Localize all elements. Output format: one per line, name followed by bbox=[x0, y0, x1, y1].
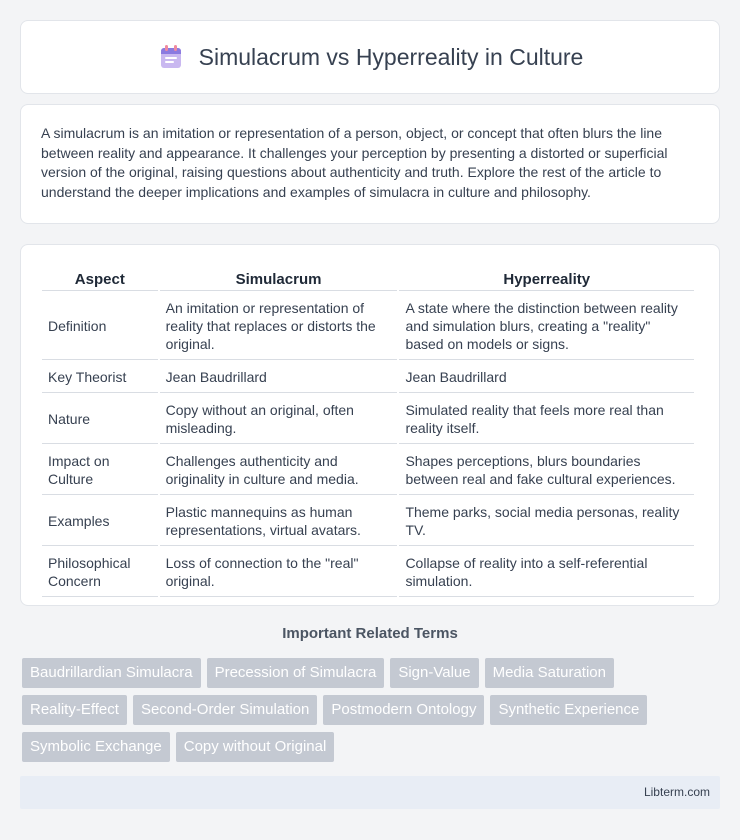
table-cell: A state where the distinction between reality and simulation blurs, creating a "reality" based on models or signs. bbox=[399, 293, 694, 360]
table-row bbox=[42, 293, 694, 360]
table-cell: Theme parks, social media personas, reality TV. bbox=[399, 497, 694, 546]
related-terms-list bbox=[22, 658, 722, 762]
table-cell: Impact on Culture bbox=[42, 446, 158, 495]
related-term-tag[interactable]: Copy without Original bbox=[176, 732, 335, 762]
column-header-aspect: Aspect bbox=[42, 267, 158, 291]
comparison-table bbox=[40, 265, 696, 599]
table-row bbox=[42, 497, 694, 546]
table-cell: An imitation or representation of reality that replaces or distorts the original. bbox=[160, 293, 398, 360]
table-cell: Examples bbox=[42, 497, 158, 546]
table-cell: Plastic mannequins as human representations, virtual avatars. bbox=[160, 497, 398, 546]
table-header-row bbox=[42, 267, 694, 291]
table-cell: Philosophical Concern bbox=[42, 548, 158, 597]
table-cell: Shapes perceptions, blurs boundaries between real and fake cultural experiences. bbox=[399, 446, 694, 495]
table-cell: Challenges authenticity and originality in culture and media. bbox=[160, 446, 398, 495]
table-cell: Simulated reality that feels more real than reality itself. bbox=[399, 395, 694, 444]
table-row bbox=[42, 362, 694, 393]
related-term-tag[interactable]: Synthetic Experience bbox=[490, 695, 647, 725]
table-cell: Nature bbox=[42, 395, 158, 444]
related-terms-heading: Important Related Terms bbox=[282, 625, 458, 642]
table-row bbox=[42, 548, 694, 597]
column-header-hyperreality: Hyperreality bbox=[399, 267, 694, 291]
table-cell: Key Theorist bbox=[42, 362, 158, 393]
table-row bbox=[42, 446, 694, 495]
calendar-book-icon bbox=[157, 43, 185, 71]
related-term-tag[interactable]: Symbolic Exchange bbox=[22, 732, 170, 762]
table-cell: Collapse of reality into a self-referential simulation. bbox=[399, 548, 694, 597]
table-cell: Loss of connection to the "real" original. bbox=[160, 548, 398, 597]
related-term-tag[interactable]: Postmodern Ontology bbox=[323, 695, 484, 725]
table-cell: Copy without an original, often misleading. bbox=[160, 395, 398, 444]
page-title: Simulacrum vs Hyperreality in Culture bbox=[198, 43, 584, 70]
related-term-tag[interactable]: Sign-Value bbox=[390, 658, 478, 688]
header-inner bbox=[157, 43, 584, 71]
footer-site-link[interactable]: Libterm.com bbox=[643, 785, 710, 799]
header-card bbox=[20, 20, 720, 94]
intro-card bbox=[20, 104, 720, 224]
table-cell: Jean Baudrillard bbox=[160, 362, 398, 393]
intro-paragraph: A simulacrum is an imitation or representation of a person, object, or concept that often blurs the line between reality and appearance. It challenges your perception by presenting a distorted or superficial version of the original, raising questions about authenticity and truth. Explore the rest of the article to understand the deeper implications and examples of simulacra in culture and philosophy. bbox=[41, 125, 668, 200]
related-term-tag[interactable]: Media Saturation bbox=[485, 658, 614, 688]
footer bbox=[20, 776, 720, 809]
table-cell: Jean Baudrillard bbox=[399, 362, 694, 393]
related-term-tag[interactable]: Second-Order Simulation bbox=[133, 695, 317, 725]
related-term-tag[interactable]: Precession of Simulacra bbox=[207, 658, 385, 688]
column-header-simulacrum: Simulacrum bbox=[160, 267, 398, 291]
comparison-card bbox=[20, 244, 720, 606]
table-row bbox=[42, 395, 694, 444]
related-term-tag[interactable]: Baudrillardian Simulacra bbox=[22, 658, 201, 688]
related-term-tag[interactable]: Reality-Effect bbox=[22, 695, 127, 725]
table-cell: Definition bbox=[42, 293, 158, 360]
